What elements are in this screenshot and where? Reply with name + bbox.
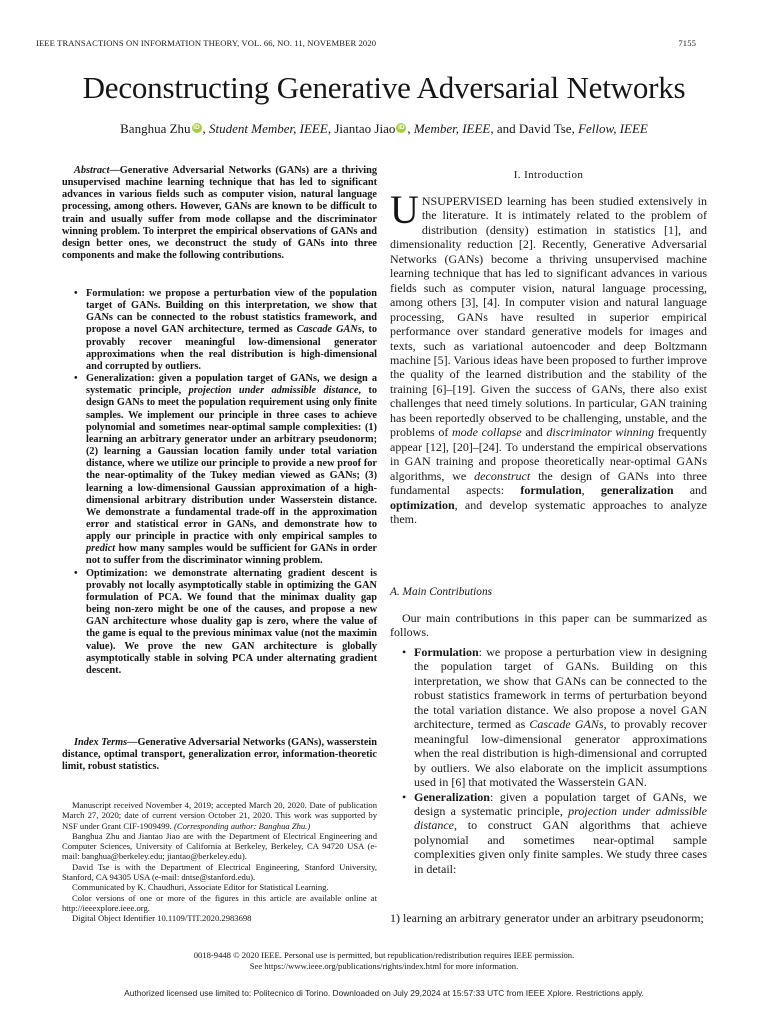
list-item-emphasis: projection under admissible distance — [414, 803, 707, 833]
footnotes — [62, 800, 377, 924]
list-item-text: Formulation: we propose a perturbation view of the population target of GANs. Building on this interpretation, we show that GANs can be connected to the robust statistics framework, and propose a novel GAN architecture, termed as — [86, 288, 377, 336]
footnote-affiliation-2: David Tse is with the Department of Electrical Engineering, Stanford University, Stanford, CA 94305 USA (e-mail: dntse@stanford.edu). — [62, 861, 377, 883]
intro-text: and — [673, 483, 708, 498]
list-item — [390, 790, 707, 877]
copyright-line-2: See https://www.ieee.org/publications/rights/index.html for more information. — [249, 961, 519, 971]
intro-bold: formulation — [520, 483, 582, 498]
intro-text: frequently appear [12], [20]–[24]. To understand the empirical observations in GAN training and propose theoretically near-optimal GANs algorithms, we — [390, 425, 707, 483]
list-item-text: Generalization: given a population target of GANs, we design a systematic principle, — [86, 373, 377, 397]
author-name-1: Banghua Zhu — [120, 121, 191, 136]
bullet-icon: • — [402, 789, 407, 804]
list-item-emphasis: Cascade GANs — [296, 324, 362, 336]
index-terms-text: Generative Adversarial Networks (GANs), wasserstein distance, optimal transport, generalization error, information-theoretic limit, robust statistics. — [62, 737, 378, 773]
copyright-notice — [0, 950, 768, 972]
footnote-affiliation-1: Banghua Zhu and Jiantao Jiao are with the Department of Electrical Engineering and Computer Sciences, University of California at Berkeley, Berkeley, CA 94720 USA (e-mail: banghua@berkeley.edu; jiantao@berkeley.edu). — [62, 830, 377, 862]
paper-title: Deconstructing Generative Adversarial Networks — [82, 70, 686, 105]
author-role-2: Member, IEEE — [413, 121, 491, 136]
bullet-icon: • — [402, 645, 407, 659]
footnote-doi: Digital Object Identifier 10.1109/TIT.2020.2983698 — [72, 913, 252, 924]
enum-number: 1) — [390, 911, 400, 925]
list-item-text: , to design GANs to meet the population requirement using only finite samples. We implement our principle in three cases to achieve polynomial and sometimes near-optimal sample complexities: (1) learning an arbitrary generator under an arbitrary pseudonorm; (2) learning a Gaussian location family under total variation distance, where we utilize our principle to provide a new proof for the near-optimality of the Tukey median viewed as GANs; (3) learning a low-dimensional Gaussian approximation of a high-dimensional arbitrary distribution under Wasserstein distance. We demonstrate a fundamental trade-off in the approximation error and statistical error in GANs, and demonstrate how to apply our principle in practice with only empirical samples to — [86, 385, 377, 543]
intro-text: , — [581, 483, 601, 498]
list-item-text: : we propose a perturbation view in designing the population target of GANs. Building on this interpretation, we show that GANs can be connected to the robust statistics framework in terms of perturbation beyond the total variation distance. We also propose a novel GAN architecture, termed as — [414, 645, 707, 732]
author-role-1: Student Member, IEEE — [209, 121, 328, 136]
page-number: 7155 — [678, 38, 696, 48]
introduction-paragraph — [390, 187, 708, 526]
list-item — [62, 568, 377, 677]
index-terms-label: Index Terms — [74, 737, 128, 748]
abstract-dash: — — [109, 165, 120, 176]
list-item — [62, 288, 377, 373]
bullet-icon: • — [74, 567, 78, 579]
abstract-contribution-list — [62, 288, 377, 677]
orcid-icon[interactable]: iD — [193, 124, 200, 131]
list-item-emphasis: projection under admissible distance — [188, 385, 359, 397]
intro-bold: generalization — [600, 483, 674, 498]
bullet-icon: • — [74, 288, 78, 299]
intro-bold: optimization — [390, 497, 455, 512]
contribution-list — [390, 645, 707, 876]
drop-cap: U — [390, 187, 419, 232]
intro-text: and — [521, 425, 547, 440]
author-name-3: David Tse — [518, 121, 572, 136]
list-item-text: Optimization: we demonstrate alternating gradient descent is provably not locally asymptotically stable in optimizing the GAN formulation of PCA. We found that the minimax duality gap being non-zero might be one of the causes, and propose a new GAN architecture whose duality gap is zero, where the value of the game is equal to the previous minimax value (not the maximin value). We prove the new GAN architecture is globally asymptotically stable in solving PCA under alternating gradient descent. — [86, 567, 377, 676]
intro-text: the design of GANs into three fundamental aspects: — [390, 468, 707, 498]
list-item-heading: Formulation — [414, 645, 479, 659]
subsection-title-main-contributions: A. Main Contributions — [390, 586, 492, 598]
list-item — [390, 645, 707, 790]
footnote-manuscript — [62, 800, 377, 831]
contributions-lead: Our main contributions in this paper can be summarized as follows. — [390, 611, 707, 640]
author-name-2: Jiantao Jiao — [334, 121, 396, 136]
list-item-heading: Generalization — [414, 789, 490, 804]
intro-emphasis: deconstruct — [474, 468, 531, 483]
bullet-icon: • — [74, 373, 78, 385]
enumerated-item — [390, 911, 707, 925]
list-item-text: , to provably recover meaningful low-dimensional generator approximations when the real distribution is high-dimensional and corrupted by outliers. — [86, 324, 377, 372]
intro-emphasis: mode collapse — [452, 425, 522, 440]
section-title-introduction: I. Introduction — [513, 169, 584, 181]
abstract — [62, 165, 377, 262]
intro-emphasis: discriminator winning — [546, 425, 655, 440]
footnote-color-versions: Color versions of one or more of the figures in this article are available online at http://ieeexplore.ieee.org. — [62, 892, 377, 913]
list-item-text: , to provably recover meaningful low-dimensional generator approximations when the real distribution is high-dimensional and corrupted by outliers. We also elaborate on the implicit assumptions used in [6] that motivated the Wasserstein GAN. — [414, 717, 707, 790]
author-separator: , and — [490, 121, 519, 136]
index-terms — [62, 737, 377, 773]
list-item — [62, 373, 377, 568]
orcid-icon[interactable]: iD — [398, 124, 405, 131]
author-line: Banghua Zhu iD , Student Member, IEEE, Jiantao Jiao iD , Member, IEEE, and David Tse, Fellow, IEEE — [120, 121, 648, 136]
intro-lead-word: NSUPERVISED — [421, 194, 503, 208]
list-item-text: : given a population target of GANs, we design a systematic principle, — [414, 789, 707, 818]
running-header-journal: IEEE TRANSACTIONS ON INFORMATION THEORY, VOL. 66, NO. 11, NOVEMBER 2020 — [36, 38, 377, 48]
intro-text: learning has been studied extensively in the literature. It is intimately related to the problem of distribution (density) estimation in statistics [1], and dimensionality reduction [2]. Recently, Generative Adversarial Networks (GANs) become a thriving unsupervised machine learning technique that has led to significant advances in various fields such as computer vision, natural language processing, among others [3], [4]. In computer vision and natural language processing, GANs have resulted in superior empirical performance over standard generative models for images and texts, such as variational autoencoder and deep Boltzmann machine [5]. Various ideas have been proposed to further improve the quality of the learned distribution and the stability of the training [6]–[19]. Given the success of GANs, there also exist challenges that need timely solutions. In particular, GAN training has been reportedly observed to be challenging, unstable, and the problems of — [390, 194, 708, 440]
list-item-emphasis: predict — [86, 543, 116, 555]
author-role-3: Fellow, IEEE — [578, 121, 648, 136]
list-item-text: how many samples would be sufficient for GANs in order not to suffer from the discriminator winning problem. — [86, 543, 377, 567]
copyright-line-1: 0018-9448 © 2020 IEEE. Personal use is permitted, but republication/redistribution requires IEEE permission. — [193, 950, 575, 960]
abstract-text: Generative Adversarial Networks (GANs) are a thriving unsupervised machine learning technique that has led to significant advances in various fields such as computer vision, natural language processing, among others. However, GANs are known to be difficult to train and usually suffer from mode collapse and the discriminator winning problem. To interpret the empirical observations of GANs and design better ones, we deconstruct the study of GANs into three components and make the following contributions. — [62, 165, 377, 262]
enum-text: learning an arbitrary generator under an arbitrary pseudonorm; — [403, 911, 704, 925]
abstract-label: Abstract — [74, 165, 110, 176]
list-item-emphasis: Cascade GANs — [529, 717, 604, 732]
authorized-use-notice: Authorized licensed use limited to: Politecnico di Torino. Downloaded on July 29,2024 at 15:57:33 UTC from IEEE Xplore. Restrictions apply. — [124, 988, 644, 998]
list-item-text: , to construct GAN algorithms that achieve polynomial and sometimes near-optimal sample complexities given only finite samples. We study three cases in detail: — [414, 818, 707, 876]
corresponding-author: (Corresponding author: Banghua Zhu.) — [173, 820, 311, 831]
intro-text: , and develop systematic approaches to analyze them. — [390, 497, 707, 526]
index-terms-dash: — — [127, 737, 138, 748]
footnote-text: Manuscript received November 4, 2019; accepted March 20, 2020. Date of publication March 27, 2020; date of current version October 21, 2020. This work was supported by NSF under Grant CIF-1909499. — [62, 800, 377, 831]
footnote-communicated: Communicated by K. Chaudhuri, Associate Editor for Statistical Learning. — [72, 882, 329, 893]
